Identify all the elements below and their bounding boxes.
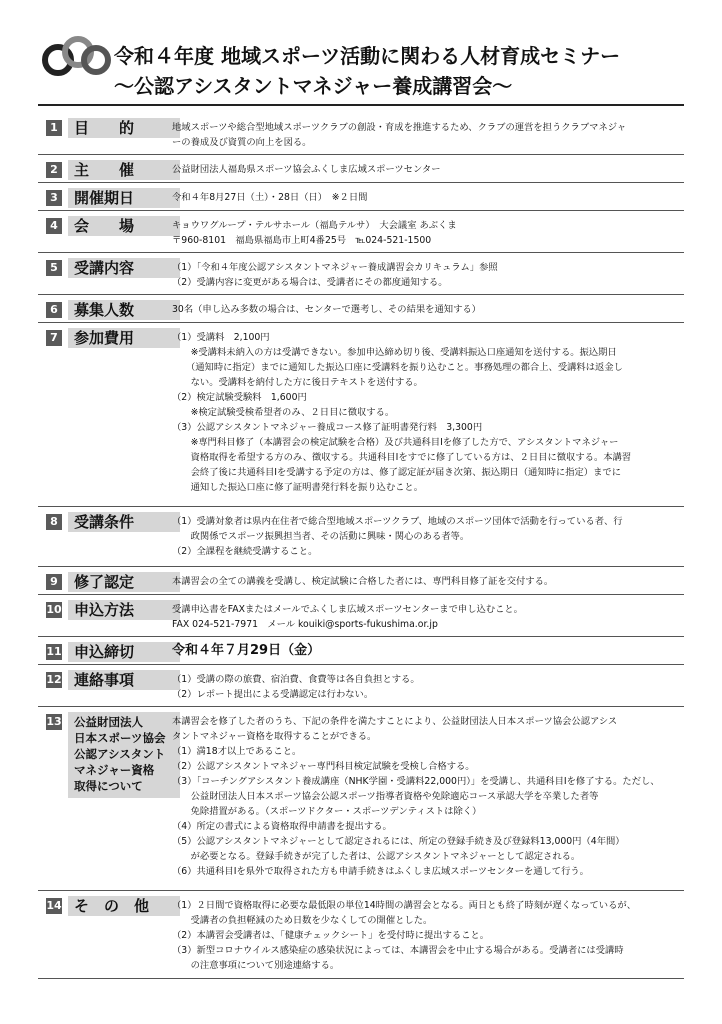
logo-icon	[40, 30, 112, 82]
section-number: 13	[46, 715, 62, 728]
section-content: 30名（申し込み多数の場合は、センターで選考し、その結果を通知する）	[172, 304, 481, 315]
section-label: そ の 他	[68, 896, 180, 916]
section-label: 受講内容	[68, 258, 180, 278]
section-number: 8	[46, 514, 62, 530]
section-number: 4	[46, 218, 62, 234]
section-organizer	[38, 158, 684, 183]
section-date	[38, 186, 684, 211]
section-label: 申込締切	[68, 642, 180, 662]
section-content: （1）受講対象者は県内在住者で総合型地域スポーツクラブ、地域のスポーツ団体で活動を行っている者、行 政関係でスポーツ振興担当者、その活動に興味・関心のある者等。 （2）全課程を継続受講すること。	[172, 516, 623, 557]
section-number: 5	[46, 260, 62, 276]
section-number: 10	[46, 603, 62, 616]
section-content: 地域スポーツや総合型地域スポーツクラブの創設・育成を推進するため、クラブの運営を担うクラブマネジャ ーの養成及び資質の向上を図る。	[172, 122, 627, 148]
section-label: 参加費用	[68, 328, 180, 348]
section-qualification	[38, 710, 684, 891]
section-number: 3	[46, 190, 62, 206]
section-requirements	[38, 510, 684, 567]
section-label: 申込方法	[68, 600, 180, 620]
section-label: 目 的	[68, 118, 180, 138]
section-fees	[38, 326, 684, 507]
section-number: 2	[46, 162, 62, 178]
section-capacity	[38, 298, 684, 323]
section-label: 会 場	[68, 216, 180, 236]
section-content: （1）「令和４年度公認アシスタントマネジャー養成講習会カリキュラム」参照 （2）受講内容に変更がある場合は、受講者にその都度通知する。	[172, 262, 498, 288]
section-completion	[38, 570, 684, 595]
section-other	[38, 894, 684, 979]
section-label: 募集人数	[68, 300, 180, 320]
section-label: 主 催	[68, 160, 180, 180]
section-course-content	[38, 256, 684, 295]
section-number: 9	[46, 574, 62, 590]
section-content: 公益財団法人福島県スポーツ協会ふくしま広域スポーツセンター	[172, 164, 441, 175]
section-deadline	[38, 640, 684, 665]
section-content: 本講習会を修了した者のうち、下記の条件を満たすことにより、公益財団法人日本スポーツ協会公認アシス タントマネジャー資格を取得することができる。 （1）満18才以上であること。 （2）公認アシスタントマネジャー専門科目検定試験を受検し合格する。 （3）「コーチングアシスタント養成講座（NHK学園・受講料22,000円）」を受講し、共通科目Ⅰを修了する。ただし、 公益財団法人日本スポーツ協会公認スポーツ指導者資格や免除適応コース承認大学を卒業した者等 免除措置がある。（スポーツドクター・スポーツデンティストは除く） （4）所定の書式による資格取得申請書を提出する。 （5）公認アシスタントマネジャーとして認定されるには、所定の登録手続き及び登録料13,000円（4年間） が必要となる。登録手続きが完了した者は、公認アシスタントマネジャーとして認定される。 （6）共通科目Ⅰを県外で取得された方も申請手続きはふくしま広域スポーツセンターを通して行う。	[172, 716, 660, 877]
section-content: 本講習会の全ての講義を受講し、検定試験に合格した者には、専門科目修了証を交付する。	[172, 576, 554, 587]
section-content: 令和４年8月27日（土）・28日（日） ※２日間	[172, 192, 368, 203]
section-number: 14	[46, 899, 62, 912]
section-number: 11	[46, 645, 62, 658]
section-label: 公益財団法人 日本スポーツ協会 公認アシスタント マネジャー資格 取得について	[68, 712, 180, 798]
section-content: キョウワグループ・テルサホール（福島テルサ） 大会議室 あぶくま 〒960-8101 福島県福島市上町4番25号 ℡024-521-1500	[172, 220, 457, 246]
section-content: （1）受講料 2,100円 ※受講料未納入の方は受講できない。参加申込締め切り後、受講料振込口座通知を送付する。振込期日 （通知時に指定）までに通知した振込口座に受講料を振り込むこと。事務処理の都合上、受講料は返金し ない。受講料を納付した方に後日テキストを送付する。 （2）検定試験受験料 1,600円 ※検定試験受検希望者のみ、２日目に徴収する。 （3）公認アシスタントマネジャー養成コース修了証明書発行料 3,300円 ※専門科目修了（本講習会の検定試験を合格）及び共通科目Ⅰを修了した方で、アシスタントマネジャー 資格取得を希望する方のみ、徴収する。共通科目Ⅰをすでに修了している方は、２日目に徴収する。本講習 会終了後に共通科目Ⅰを受講する予定の方は、修了認定証が届き次第、振込期日（通知時に指定）までに 通知した振込口座に修了証明書発行料を振り込むこと。	[172, 332, 632, 493]
section-number: 1	[46, 120, 62, 136]
section-application	[38, 598, 684, 637]
section-content: （1）受講の際の旅費、宿泊費、食費等は各自負担とする。 （2）レポート提出による受講認定は行わない。	[172, 674, 420, 700]
section-label: 修了認定	[68, 572, 180, 592]
section-content: 受講申込書をFAXまたはメールでふくしま広域スポーツセンターまで申し込むこと。 FAX 024-521-7971 メール kouiki@sports-fukushima.or.jp	[172, 604, 523, 630]
top-divider	[38, 104, 684, 106]
section-label: 受講条件	[68, 512, 180, 532]
section-label: 開催期日	[68, 188, 180, 208]
section-purpose	[38, 116, 684, 155]
section-number: 7	[46, 330, 62, 346]
section-label: 連絡事項	[68, 670, 180, 690]
section-content: 令和４年７月29日（金）	[172, 643, 321, 658]
section-number: 6	[46, 302, 62, 318]
page-title: 令和４年度 地域スポーツ活動に関わる人材育成セミナー	[114, 44, 621, 68]
section-notes	[38, 668, 684, 707]
section-venue	[38, 214, 684, 253]
section-content: （1）２日間で資格取得に必要な最低限の単位14時間の講習会となる。両日とも終了時刻が遅くなっているが、 受講者の負担軽減のため日数を少なくしての開催とした。 （2）本講習会受講者は、「健康チェックシート」を受付時に提出すること。 （3）新型コロナウイルス感染症の感染状況によっては、本講習会を中止する場合がある。受講者には受講時 の注意事項について別途連絡する。	[172, 900, 636, 971]
section-number: 12	[46, 673, 62, 686]
page-subtitle: ～公認アシスタントマネジャー養成講習会～	[114, 74, 513, 98]
